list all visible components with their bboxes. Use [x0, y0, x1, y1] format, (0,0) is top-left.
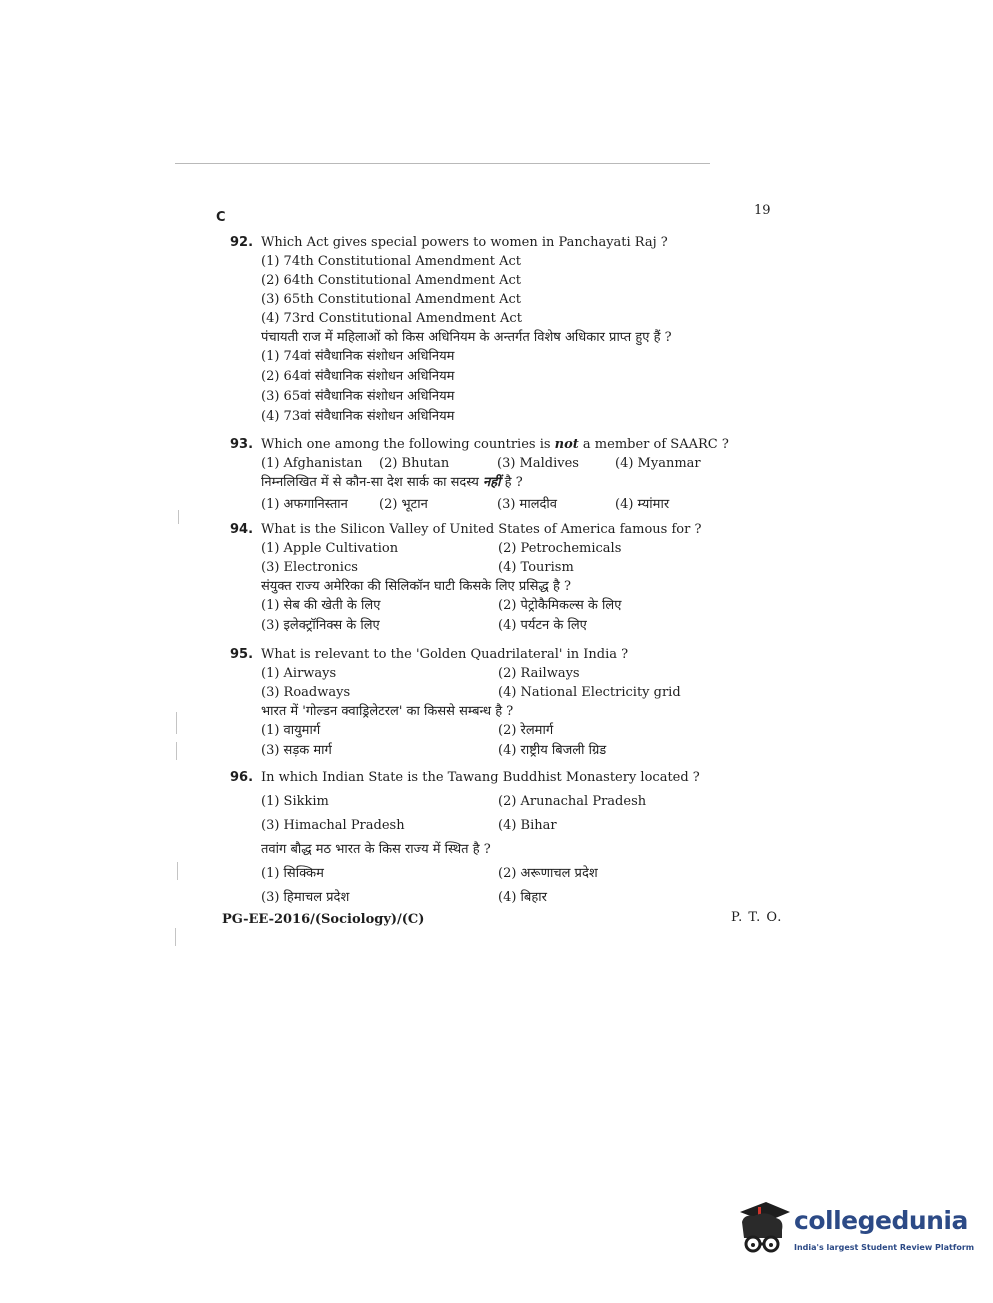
- margin-mark: [176, 742, 177, 760]
- hindi-question-text: तवांग बौद्ध मठ भारत के किस राज्य में स्थित है ?: [261, 842, 491, 857]
- margin-mark: [175, 928, 176, 946]
- question-text: Which Act gives special powers to women in Panchayati Raj ?: [261, 235, 668, 250]
- set-code: C: [216, 210, 226, 225]
- hindi-question-text: संयुक्त राज्य अमेरिका की सिलिकॉन घाटी किसके लिए प्रसिद्ध है ?: [261, 579, 571, 594]
- collegedunia-logo: [736, 1198, 975, 1264]
- hindi-option-2: (2) पेट्रोकैमिकल्स के लिए: [498, 598, 622, 613]
- option-2: (2) Arunachal Pradesh: [498, 794, 647, 809]
- margin-mark: [178, 510, 179, 524]
- question-96: [230, 768, 710, 912]
- hindi-option-2: (2) 64वां संवैधानिक संशोधन अधिनियम: [261, 369, 455, 384]
- brand-tagline: India's largest Student Review Platform: [794, 1243, 975, 1252]
- option-1: (1) Sikkim: [261, 794, 329, 809]
- option-1: (1) Apple Cultivation: [261, 541, 399, 556]
- margin-mark: [176, 712, 177, 734]
- hindi-option-4: (4) पर्यटन के लिए: [498, 618, 587, 633]
- question-number: 92.: [230, 235, 254, 250]
- option-3: (3) Himachal Pradesh: [261, 818, 405, 833]
- question-text: What is relevant to the 'Golden Quadrilateral' in India ?: [261, 647, 629, 662]
- question-text: Which one among the following countries is not a member of SAARC ?: [261, 437, 729, 452]
- question-text: What is the Silicon Valley of United States of America famous for ?: [261, 522, 702, 537]
- option-4: (4) Bihar: [498, 818, 557, 833]
- hindi-option-4: (4) बिहार: [498, 890, 547, 905]
- option-3: (3) Maldives: [497, 456, 579, 471]
- hindi-option-3: (3) हिमाचल प्रदेश: [261, 890, 350, 905]
- question-text: In which Indian State is the Tawang Buddhist Monastery located ?: [261, 770, 700, 785]
- emphasis-not: not: [554, 437, 579, 452]
- option-1: (1) Airways: [261, 666, 337, 681]
- option-4: (4) Tourism: [498, 560, 574, 575]
- option-2: (2) Railways: [498, 666, 580, 681]
- brand-name: collegedunia: [794, 1206, 968, 1235]
- hindi-option-2: (2) रेलमार्ग: [498, 723, 554, 738]
- hindi-option-1: (1) 74वां संवैधानिक संशोधन अधिनियम: [261, 349, 455, 364]
- margin-mark: [177, 862, 178, 880]
- hindi-question-text: पंचायती राज में महिलाओं को किस अधिनियम के अन्तर्गत विशेष अधिकार प्राप्त हुए हैं ?: [261, 330, 672, 345]
- option-4: (4) 73rd Constitutional Amendment Act: [261, 311, 522, 326]
- pto-label: P. T. O.: [731, 910, 783, 925]
- option-1: (1) 74th Constitutional Amendment Act: [261, 254, 521, 269]
- option-3: (3) 65th Constitutional Amendment Act: [261, 292, 521, 307]
- option-4: (4) National Electricity grid: [498, 685, 681, 700]
- question-number: 96.: [230, 770, 254, 785]
- option-3: (3) Electronics: [261, 560, 358, 575]
- option-4: (4) Myanmar: [615, 456, 701, 471]
- hindi-option-1: (1) सिक्किम: [261, 866, 324, 881]
- option-2: (2) Bhutan: [379, 456, 450, 471]
- hindi-question-text: निम्नलिखित में से कौन-सा देश सार्क का सदस्य नहीं है ?: [261, 475, 523, 490]
- hindi-option-1: (1) अफगानिस्तान: [261, 497, 348, 512]
- emphasis-nahi: नहीं: [483, 475, 501, 490]
- option-1: (1) Afghanistan: [261, 456, 363, 471]
- question-94: [230, 520, 710, 636]
- hindi-option-3: (3) इलेक्ट्रॉनिक्स के लिए: [261, 618, 380, 633]
- question-93: [230, 435, 729, 514]
- mascot-icon: [736, 1198, 792, 1264]
- hindi-option-1: (1) सेब की खेती के लिए: [261, 598, 381, 613]
- question-92: [230, 233, 710, 427]
- hindi-option-3: (3) 65वां संवैधानिक संशोधन अधिनियम: [261, 389, 455, 404]
- hindi-option-3: (3) सड़क मार्ग: [261, 743, 332, 758]
- header-rule: [175, 163, 710, 164]
- hindi-option-2: (2) अरूणाचल प्रदेश: [498, 866, 598, 881]
- option-2: (2) 64th Constitutional Amendment Act: [261, 273, 521, 288]
- paper-code: PG-EE-2016/(Sociology)/(C): [222, 912, 425, 927]
- option-2: (2) Petrochemicals: [498, 541, 622, 556]
- hindi-option-4: (4) 73वां संवैधानिक संशोधन अधिनियम: [261, 409, 455, 424]
- hindi-option-4: (4) म्यांमार: [615, 497, 670, 512]
- hindi-option-1: (1) वायुमार्ग: [261, 723, 321, 738]
- hindi-option-3: (3) मालदीव: [497, 497, 557, 512]
- question-number: 93.: [230, 437, 254, 452]
- hindi-option-2: (2) भूटान: [379, 497, 428, 512]
- question-95: [230, 645, 710, 761]
- question-number: 95.: [230, 647, 254, 662]
- question-number: 94.: [230, 522, 254, 537]
- page-number: 19: [754, 203, 771, 218]
- hindi-question-text: भारत में 'गोल्डन क्वाड्रिलेटरल' का किससे सम्बन्ध है ?: [261, 704, 514, 719]
- hindi-option-4: (4) राष्ट्रीय बिजली ग्रिड: [498, 743, 607, 758]
- option-3: (3) Roadways: [261, 685, 351, 700]
